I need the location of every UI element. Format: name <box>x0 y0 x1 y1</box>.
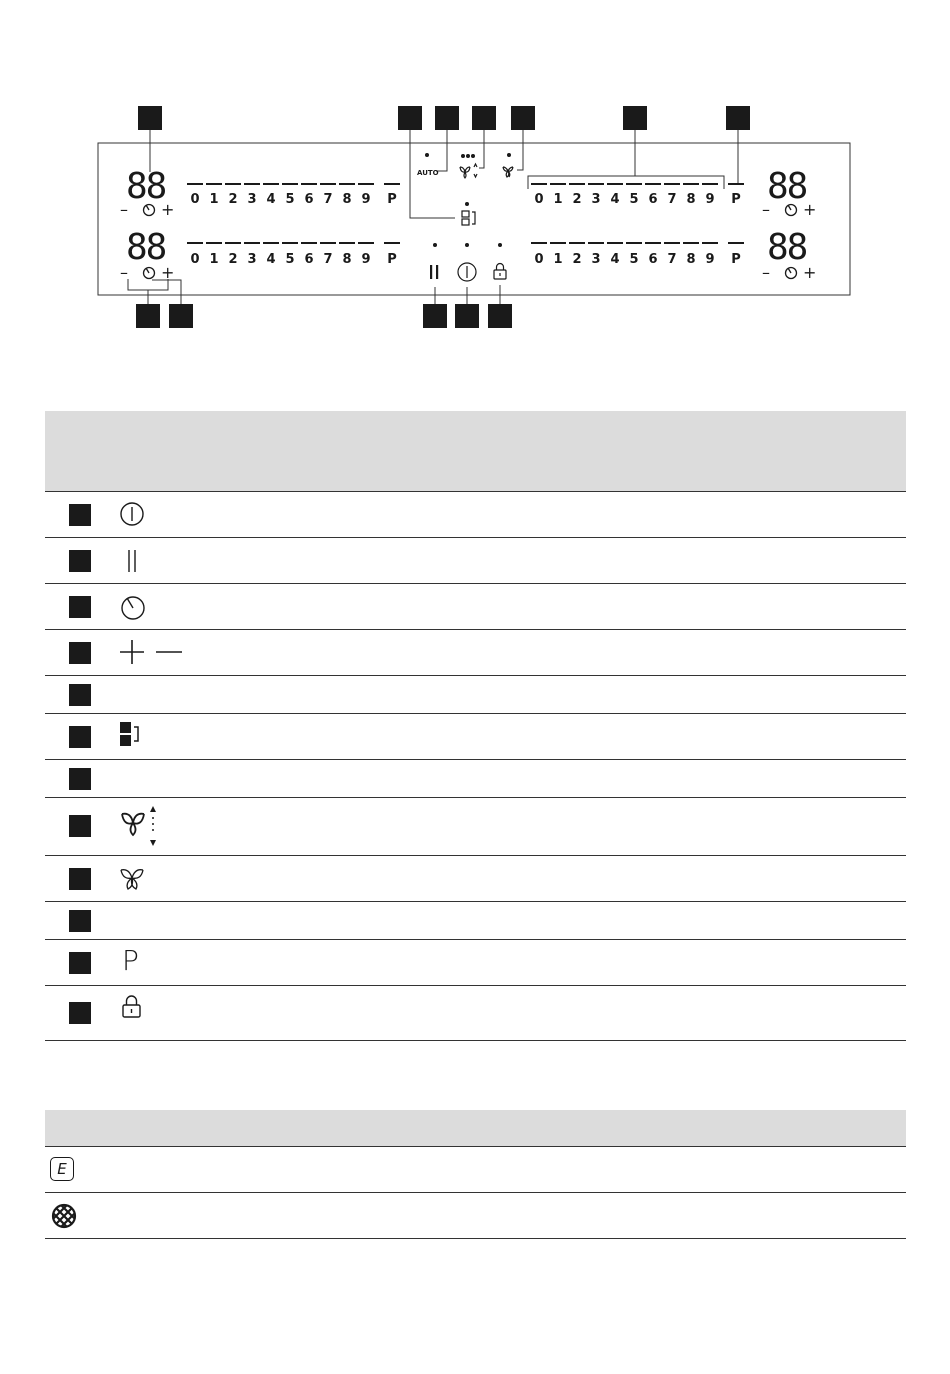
table-header <box>45 1110 906 1147</box>
callout-square <box>69 815 91 837</box>
power-level-label: 6 <box>304 192 314 207</box>
fan-icon <box>119 866 147 892</box>
error-e-icon: E <box>50 1157 74 1181</box>
plus-sign: + <box>803 200 817 219</box>
on-off-icon <box>458 263 476 281</box>
lock-icon <box>121 995 143 1019</box>
callout-square <box>69 1002 91 1024</box>
power-level-label: 2 <box>572 252 582 267</box>
control-panel-diagram <box>0 0 950 340</box>
callout-square <box>435 106 459 130</box>
plus-minus-icon <box>118 640 186 666</box>
power-level-label: 3 <box>591 252 601 267</box>
indicator-dot <box>465 243 469 247</box>
power-level-label: 1 <box>209 192 219 207</box>
table-row <box>45 714 906 760</box>
callout-square <box>488 304 512 328</box>
table-row <box>45 538 906 584</box>
table-row <box>45 584 906 630</box>
power-level-label: 1 <box>553 252 563 267</box>
callout-square <box>69 726 91 748</box>
indicator-dot <box>433 243 437 247</box>
power-level-label: 6 <box>304 252 314 267</box>
callout-square <box>423 304 447 328</box>
table-row <box>45 492 906 538</box>
power-level-label: 7 <box>323 192 333 207</box>
callout-square <box>69 768 91 790</box>
callout-square <box>69 504 91 526</box>
leader-line <box>436 130 447 171</box>
power-level-label: 4 <box>610 192 620 207</box>
indicator-dot <box>461 154 465 158</box>
residual-heat-icon <box>50 1202 78 1230</box>
zone-display-bottom-right <box>767 227 807 268</box>
minus-sign: – <box>762 200 770 219</box>
indicator-dot <box>466 154 470 158</box>
table-row <box>45 856 906 902</box>
svg-text:88: 88 <box>126 227 166 268</box>
callout-square <box>398 106 422 130</box>
fan-icon <box>503 167 513 177</box>
indicator-dot <box>507 153 511 157</box>
zone-display-top-left <box>126 166 166 207</box>
power-level-label: 2 <box>228 192 238 207</box>
leader-line <box>128 279 168 304</box>
callout-square <box>136 304 160 328</box>
leader-line <box>517 130 523 170</box>
power-level-label: 3 <box>247 192 257 207</box>
power-level-label: 7 <box>667 252 677 267</box>
indicator-dot <box>465 202 469 206</box>
callout-square <box>69 596 91 618</box>
pause-icon <box>125 548 139 574</box>
power-level-label: 8 <box>342 192 352 207</box>
bridge-icon <box>462 211 475 225</box>
power-level-label: 4 <box>610 252 620 267</box>
power-level-label: 5 <box>285 252 295 267</box>
power-level-label: 5 <box>629 252 639 267</box>
leader-line <box>479 130 484 168</box>
power-level-label: 0 <box>534 252 544 267</box>
power-level-label: 6 <box>648 252 658 267</box>
power-level-label: 7 <box>667 192 677 207</box>
table-row <box>45 1193 906 1239</box>
power-level-label: 5 <box>629 192 639 207</box>
table-row <box>45 1147 906 1193</box>
on-off-icon <box>119 501 145 527</box>
callout-square <box>169 304 193 328</box>
indicator-dot <box>425 153 429 157</box>
fan-speed-icon <box>119 806 159 846</box>
power-level-label: 6 <box>648 192 658 207</box>
power-level-label: 3 <box>591 192 601 207</box>
callout-square <box>69 952 91 974</box>
power-level-label: 4 <box>266 192 276 207</box>
power-level-label: 9 <box>705 252 715 267</box>
callout-square <box>138 106 162 130</box>
power-level-label: 3 <box>247 252 257 267</box>
power-level-label: 2 <box>228 252 238 267</box>
callout-square <box>69 550 91 572</box>
callout-square <box>69 642 91 664</box>
table-row <box>45 986 906 1041</box>
power-level-label: 1 <box>553 192 563 207</box>
display-symbols-table <box>45 1110 906 1239</box>
pause-icon <box>430 265 438 279</box>
auto-label: AUTO <box>417 169 439 177</box>
table-row <box>45 760 906 798</box>
table-row <box>45 940 906 986</box>
leader-line <box>152 280 181 304</box>
plus-sign: + <box>161 263 175 282</box>
table-row <box>45 676 906 714</box>
callout-square <box>472 106 496 130</box>
power-level-label: 1 <box>209 252 219 267</box>
callout-square <box>69 868 91 890</box>
power-level-label: 7 <box>323 252 333 267</box>
callout-square <box>455 304 479 328</box>
plus-sign: + <box>803 263 817 282</box>
timer-icon <box>144 268 155 279</box>
plus-sign: + <box>161 200 175 219</box>
bridge-icon <box>119 721 143 749</box>
power-level-label: 4 <box>266 252 276 267</box>
power-level-label: 0 <box>190 252 200 267</box>
power-level-label: 0 <box>534 192 544 207</box>
callout-square <box>69 910 91 932</box>
leader-line <box>528 130 724 189</box>
minus-sign: – <box>762 263 770 282</box>
power-level-label: 9 <box>361 192 371 207</box>
fan-speed-icon <box>460 164 477 178</box>
control-panel-table <box>45 411 906 1041</box>
power-level-label: 0 <box>190 192 200 207</box>
minus-sign: – <box>120 263 128 282</box>
power-boost-icon: P <box>122 944 139 977</box>
zone-display-top-right <box>767 166 807 207</box>
timer-icon <box>786 268 797 279</box>
power-boost-label: P <box>731 252 741 267</box>
table-row <box>45 630 906 676</box>
callout-square <box>623 106 647 130</box>
table-header <box>45 411 906 492</box>
power-boost-label: P <box>387 252 397 267</box>
svg-text:88: 88 <box>767 166 807 207</box>
indicator-dot <box>471 154 475 158</box>
callout-square <box>726 106 750 130</box>
power-level-label: 9 <box>361 252 371 267</box>
power-boost-label: P <box>731 192 741 207</box>
zone-display-bottom-left <box>126 227 166 268</box>
svg-text:88: 88 <box>126 166 166 207</box>
svg-text:88: 88 <box>767 227 807 268</box>
minus-sign: – <box>120 200 128 219</box>
power-level-label: 5 <box>285 192 295 207</box>
power-level-label: 9 <box>705 192 715 207</box>
callout-square <box>511 106 535 130</box>
power-level-label: 8 <box>686 252 696 267</box>
power-level-label: 2 <box>572 192 582 207</box>
timer-icon <box>119 593 147 621</box>
power-level-label: 8 <box>342 252 352 267</box>
indicator-dot <box>498 243 502 247</box>
lock-icon <box>494 264 506 279</box>
callout-square <box>69 684 91 706</box>
power-boost-label: P <box>387 192 397 207</box>
power-level-label: 8 <box>686 192 696 207</box>
table-row <box>45 902 906 940</box>
table-row <box>45 798 906 856</box>
